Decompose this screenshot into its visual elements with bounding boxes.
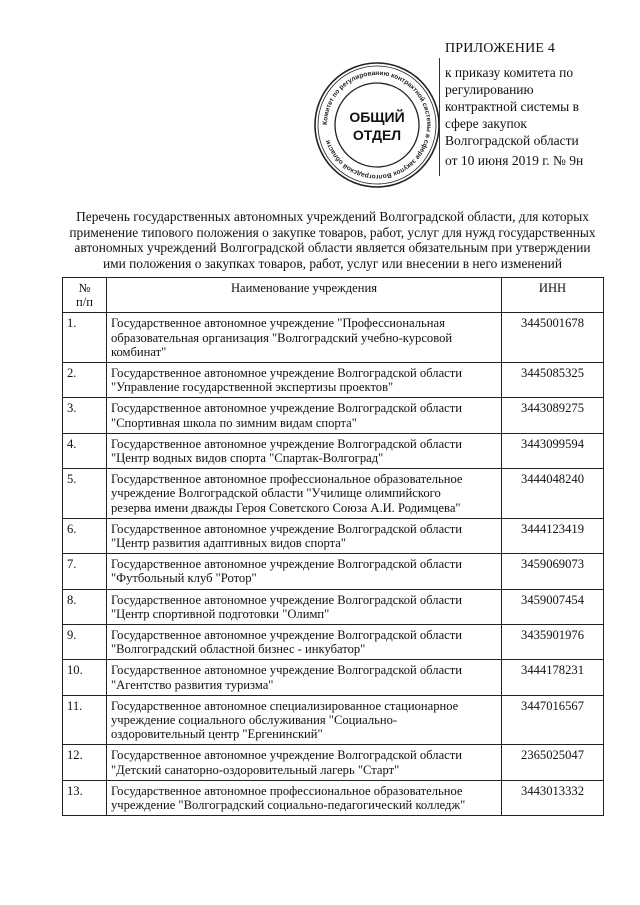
institution-name (107, 695, 502, 745)
table-row (63, 313, 604, 363)
institution-name-line: Государственное автономное учреждение "Профессиональная (111, 316, 445, 331)
institution-name-line: учреждение "Волгоградский социально-педагогический колледж" (111, 798, 466, 813)
table-row (63, 695, 604, 745)
svg-text:ОБЩИЙ: ОБЩИЙ (349, 109, 405, 125)
appendix-line: регулированию (445, 82, 534, 97)
row-number: 8. (63, 589, 107, 624)
heading-line: применение типового положения о закупке товаров, работ, услуг для нужд государственных (69, 224, 596, 240)
appendix-line: Волгоградской области (445, 133, 579, 148)
institution-name-line: оздоровительный центр "Ергенинский" (111, 727, 323, 742)
table-row (63, 433, 604, 468)
institution-inn: 3443099594 (502, 433, 604, 468)
institution-name-line: Государственное автономное учреждение Волгоградской области (111, 592, 462, 607)
institution-name (107, 625, 502, 660)
margin-line (439, 58, 440, 176)
institution-name-line: комбинат" (111, 344, 167, 359)
institution-name-line: "Центр спортивной подготовки "Олимп" (111, 606, 330, 621)
institution-inn: 3444123419 (502, 518, 604, 553)
institution-name-line: Государственное автономное учреждение Волгоградской области (111, 436, 462, 451)
row-number: 10. (63, 660, 107, 695)
institution-name-line: Государственное автономное учреждение Волгоградской области (111, 557, 462, 572)
institution-inn: 3445085325 (502, 363, 604, 398)
institution-name (107, 433, 502, 468)
institution-name (107, 518, 502, 553)
institution-name (107, 398, 502, 433)
svg-text:Комитет по регулированию контр: Комитет по регулированию контрактной системы в сфере закупок Волгоградской области (321, 69, 433, 181)
table-row (63, 625, 604, 660)
row-number: 5. (63, 469, 107, 519)
institution-name-line: "Волгоградский областной бизнес - инкубатор" (111, 642, 366, 657)
institution-name (107, 469, 502, 519)
institution-name-line: Государственное автономное учреждение Волгоградской области (111, 663, 462, 678)
institution-name-line: Государственное автономное учреждение Волгоградской области (111, 366, 462, 381)
heading-line: ими положения о закупках товаров, работ, услуг или внесении в него изменений (102, 255, 562, 271)
stamp-seal-graphic (312, 60, 442, 190)
institution-name-line: резерва имени дважды Героя Советского Союза А.И. Родимцева" (111, 500, 461, 515)
header-num-line: п/п (76, 295, 93, 310)
institution-name-line: "Футбольный клуб "Ротор" (111, 571, 257, 586)
table-row (63, 780, 604, 815)
table-row (63, 363, 604, 398)
institution-name-line: "Центр водных видов спорта "Спартак-Волгоград" (111, 451, 384, 466)
institution-name-line: Государственное автономное профессиональное образовательное (111, 783, 463, 798)
institution-name (107, 660, 502, 695)
row-number: 9. (63, 625, 107, 660)
institution-name-line: Государственное автономное учреждение Волгоградской области (111, 628, 462, 643)
institution-inn: 3459007454 (502, 589, 604, 624)
appendix-line: сфере закупок (445, 116, 527, 131)
appendix-title: ПРИЛОЖЕНИЕ 4 (445, 41, 556, 56)
row-number: 6. (63, 518, 107, 553)
table-row (63, 660, 604, 695)
table-row (63, 745, 604, 780)
institution-name-line: Государственное автономное учреждение Волгоградской области (111, 401, 462, 416)
row-number: 2. (63, 363, 107, 398)
institution-name-line: Государственное автономное специализированное стационарное (111, 698, 459, 713)
row-number: 1. (63, 313, 107, 363)
institution-inn: 3459069073 (502, 554, 604, 589)
institution-name (107, 313, 502, 363)
institution-name (107, 780, 502, 815)
heading-line: Перечень государственных автономных учреждений Волгоградской области, для которых (76, 209, 589, 224)
table-header-row (63, 278, 604, 313)
svg-text:ОТДЕЛ: ОТДЕЛ (352, 127, 402, 143)
institution-inn: 3444048240 (502, 469, 604, 519)
institution-name-line: "Спортивная школа по зимним видам спорта" (111, 415, 357, 430)
appendix-line: контрактной системы в (445, 99, 579, 114)
document-heading (60, 209, 605, 271)
header-name: Наименование учреждения (107, 278, 502, 313)
row-number: 3. (63, 398, 107, 433)
row-number: 13. (63, 780, 107, 815)
institution-name (107, 363, 502, 398)
appendix-line: к приказу комитета по (445, 65, 574, 80)
round-stamp (312, 60, 442, 190)
row-number: 7. (63, 554, 107, 589)
table-row (63, 554, 604, 589)
institution-name-line: "Агентство развития туризма" (111, 677, 274, 692)
institution-name-line: Государственное автономное профессиональное образовательное (111, 472, 463, 487)
order-date: от 10 июня 2019 г. № 9н (445, 153, 584, 168)
appendix-text (445, 64, 579, 149)
table-row (63, 589, 604, 624)
institution-inn: 3447016567 (502, 695, 604, 745)
header-inn: ИНН (502, 278, 604, 313)
institution-name-line: учреждение Волгоградской области "Училище олимпийского (111, 486, 441, 501)
table-row (63, 469, 604, 519)
institution-name-line: "Управление государственной экспертизы проектов" (111, 380, 394, 395)
institution-name-line: Государственное автономное учреждение Волгоградской области (111, 521, 462, 536)
institution-inn: 2365025047 (502, 745, 604, 780)
institution-name-line: учреждение социального обслуживания "Социально- (111, 713, 398, 728)
institution-name-line: "Центр развития адаптивных видов спорта" (111, 536, 347, 551)
header-num (63, 278, 107, 313)
table-row (63, 518, 604, 553)
table-row (63, 398, 604, 433)
row-number: 11. (63, 695, 107, 745)
institution-name (107, 554, 502, 589)
institutions-table (62, 277, 604, 816)
row-number: 4. (63, 433, 107, 468)
institution-name (107, 589, 502, 624)
institution-name-line: Государственное автономное учреждение Волгоградской области (111, 748, 462, 763)
institution-name-line: "Детский санаторно-оздоровительный лагерь "Старт" (111, 762, 400, 777)
institution-name (107, 745, 502, 780)
institution-inn: 3435901976 (502, 625, 604, 660)
institution-inn: 3444178231 (502, 660, 604, 695)
institution-inn: 3443013332 (502, 780, 604, 815)
institution-name-line: образовательная организация "Волгоградский учебно-курсовой (111, 330, 453, 345)
institution-inn: 3443089275 (502, 398, 604, 433)
row-number: 12. (63, 745, 107, 780)
header-num-line: № (78, 281, 91, 295)
heading-line: автономных учреждений Волгоградской области является обязательным при утверждении (74, 240, 591, 256)
institution-inn: 3445001678 (502, 313, 604, 363)
